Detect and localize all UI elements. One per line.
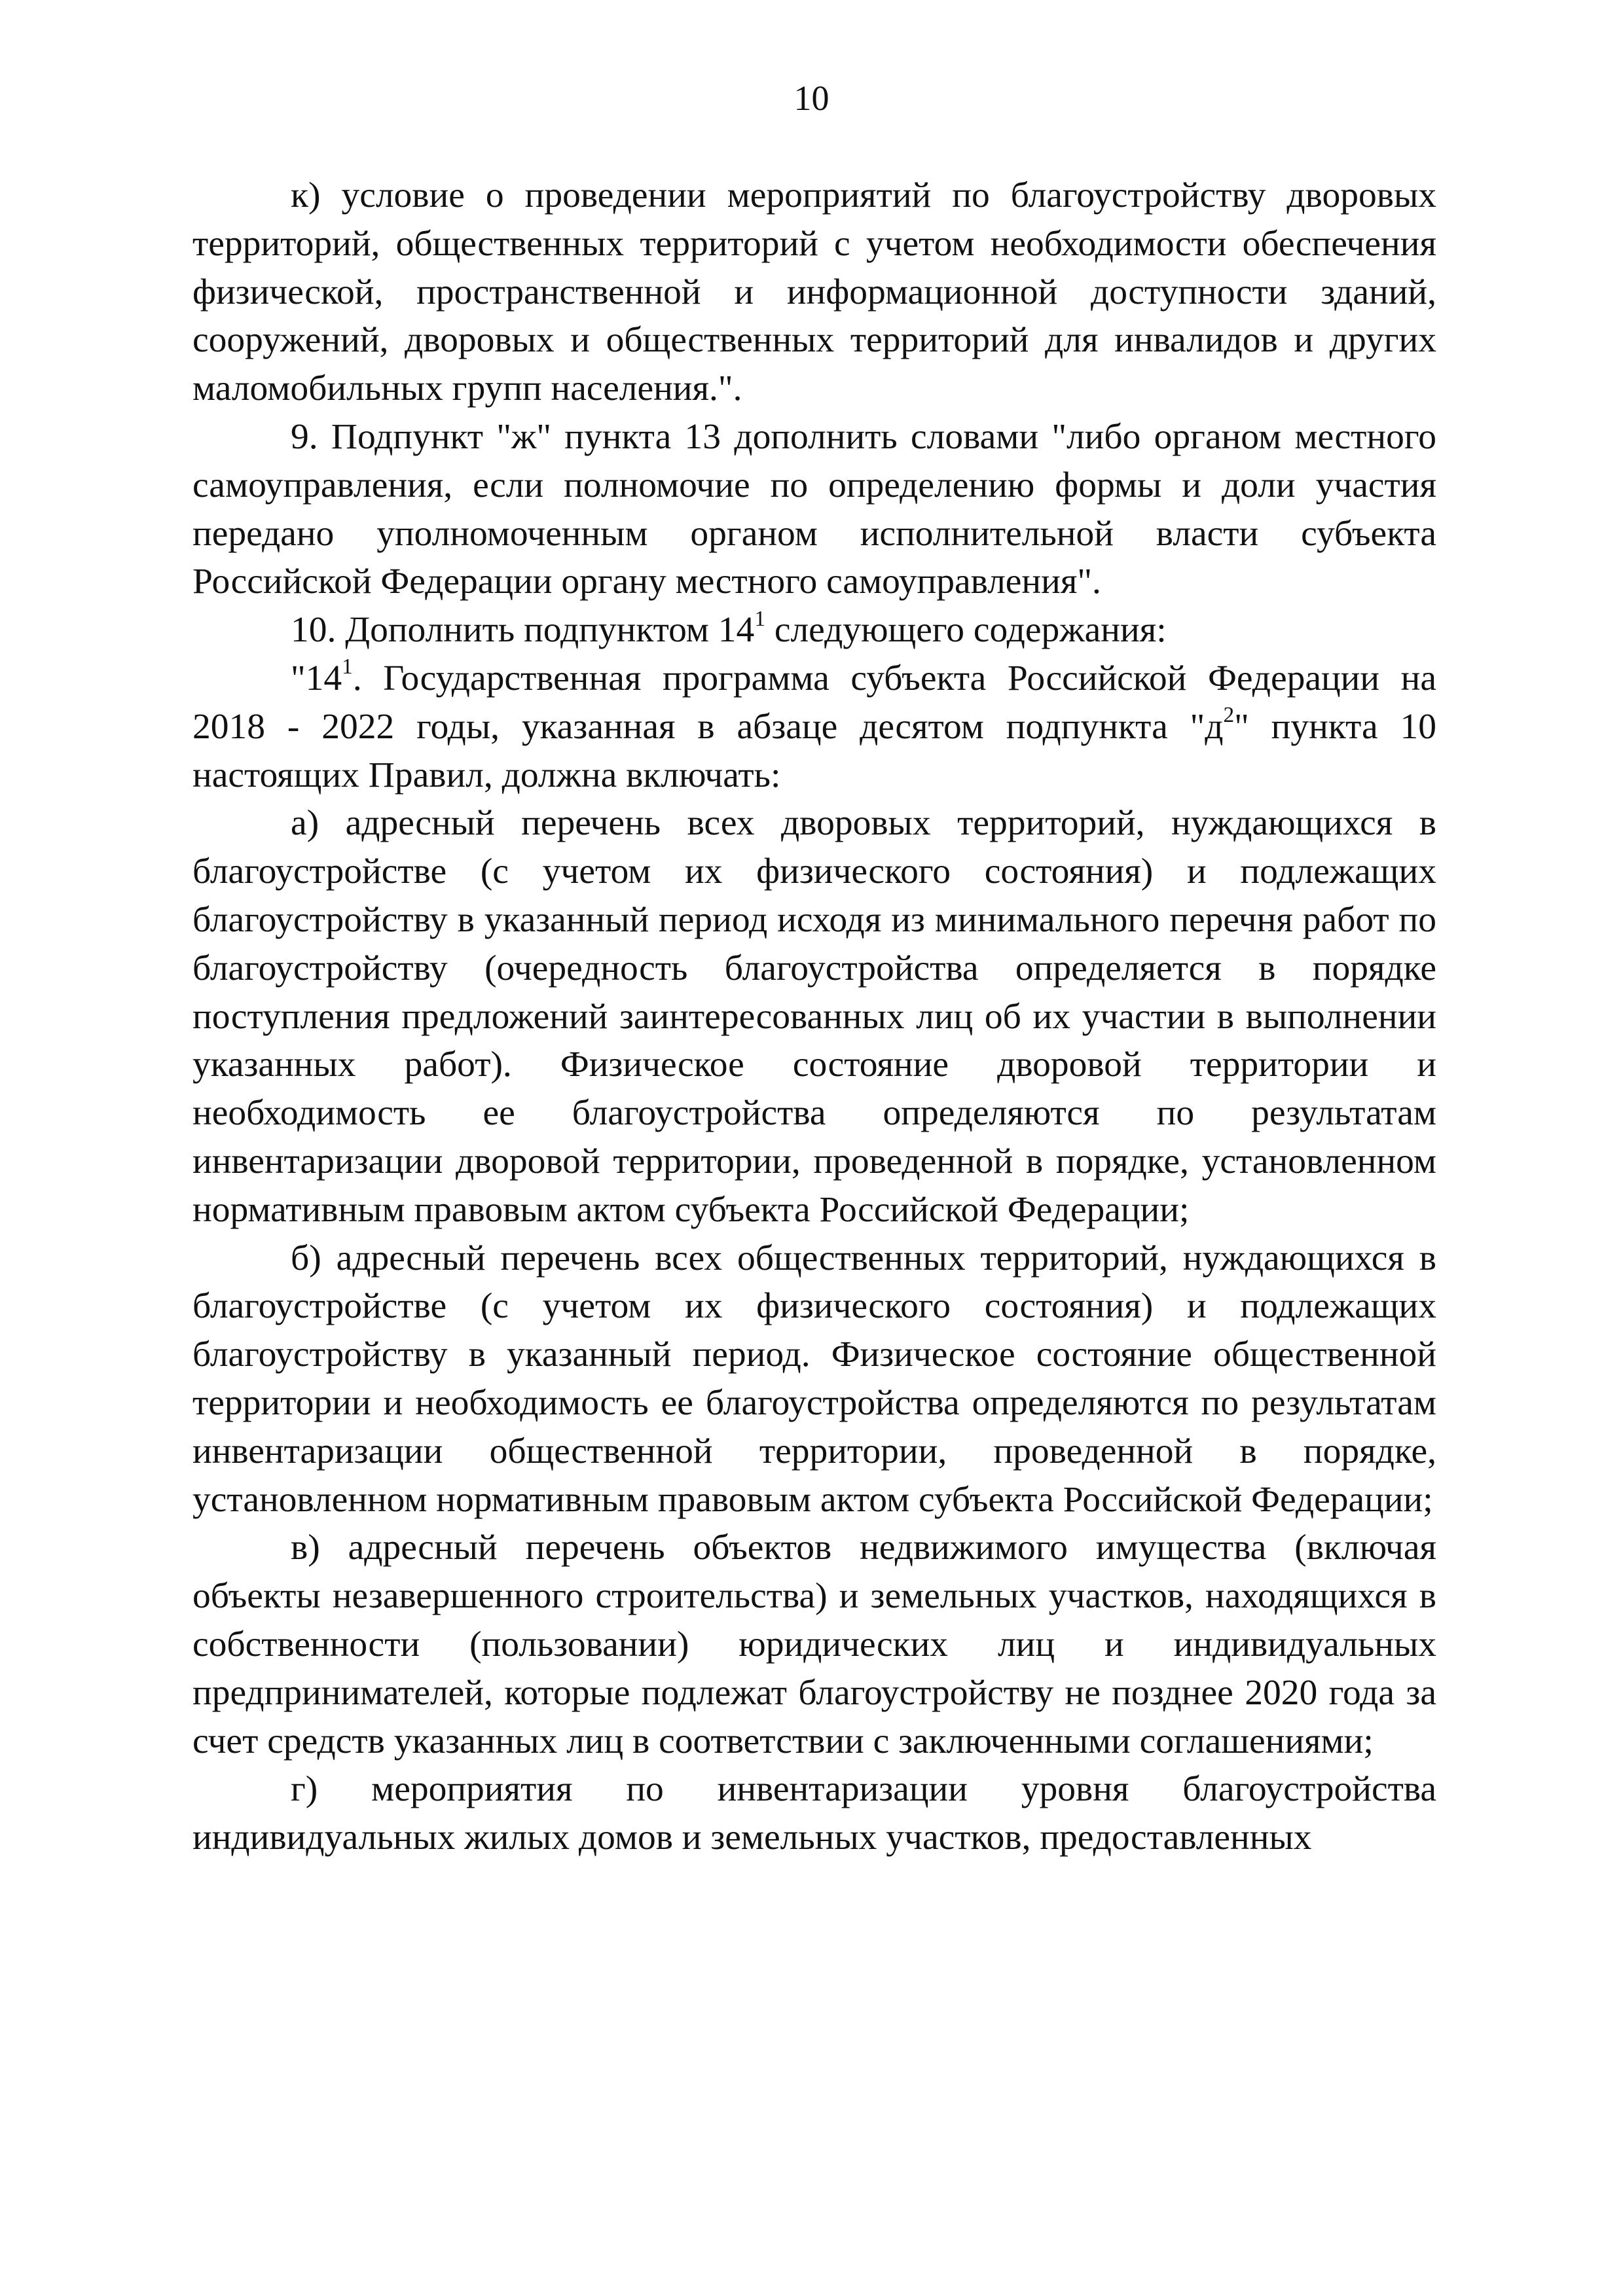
paragraph-item-10-before: 10. Дополнить подпунктом 14 — [291, 610, 755, 651]
superscript: 1 — [754, 606, 765, 631]
paragraph-item-14-1-after: " пункта 10 настоящих Правил, должна включать: — [192, 706, 1436, 795]
paragraph-item-14-1-middle: . Государственная программа субъекта Российской Федерации на 2018 - 2022 годы, указанная в абзаце десятом подпункта "д — [192, 658, 1436, 747]
paragraph-item-10 — [192, 606, 1436, 655]
paragraph-item-10-after: следующего содержания: — [765, 610, 1167, 651]
paragraph-item-9: 9. Подпункт "ж" пункта 13 дополнить словами "либо органом местного самоуправления, если полномочие по определению формы и доли участия передано уполномоченным органом исполнительной власти субъекта Российской Федерации органу местного самоуправления". — [192, 416, 1436, 602]
paragraph-b-public: б) адресный перечень всех общественных территорий, нуждающихся в благоустройстве (с учетом их физического состояния) и подлежащих благоустройству в указанный период. Физическое состояние общественной территории и необходимость ее благоустройства определяются по результатам инвентаризации общественной территории, проведенной в порядке, установленном нормативным правовым актом субъекта Российской Федерации; — [192, 1238, 1436, 1520]
page-number: 10 — [793, 79, 830, 118]
superscript: 1 — [342, 655, 353, 679]
document-body — [192, 171, 1436, 1862]
superscript: 2 — [1223, 703, 1235, 728]
paragraph-k-condition: к) условие о проведении мероприятий по благоустройству дворовых территорий, общественных территорий с учетом необходимости обеспечения физической, пространственной и информационной доступности зданий, сооружений, дворовых и общественных территорий для инвалидов и других маломобильных групп населения.". — [192, 175, 1436, 409]
paragraph-item-14-1-before: "14 — [291, 658, 342, 698]
paragraph-v-property: в) адресный перечень объектов недвижимого имущества (включая объекты незавершенного строительства) и земельных участков, находящихся в собственности (пользовании) юридических лиц и индивидуальных предпринимателей, которые подлежат благоустройству не позднее 2020 года за счет средств указанных лиц в соответствии с заключенными соглашениями; — [192, 1528, 1436, 1761]
paragraph-g-inventory: г) мероприятия по инвентаризации уровня благоустройства индивидуальных жилых домов и земельных участков, предоставленных — [192, 1769, 1436, 1858]
paragraph-a-yards: а) адресный перечень всех дворовых территорий, нуждающихся в благоустройстве (с учетом их физического состояния) и подлежащих благоустройству в указанный период исходя из минимального перечня работ по благоустройству (очередность благоустройства определяется в порядке поступления предложений заинтересованных лиц об их участии в выполнении указанных работ). Физическое состояние дворовой территории и необходимость ее благоустройства определяются по результатам инвентаризации дворовой территории, проведенной в порядке, установленном нормативным правовым актом субъекта Российской Федерации; — [192, 803, 1436, 1230]
paragraph-item-14-1 — [192, 655, 1436, 799]
